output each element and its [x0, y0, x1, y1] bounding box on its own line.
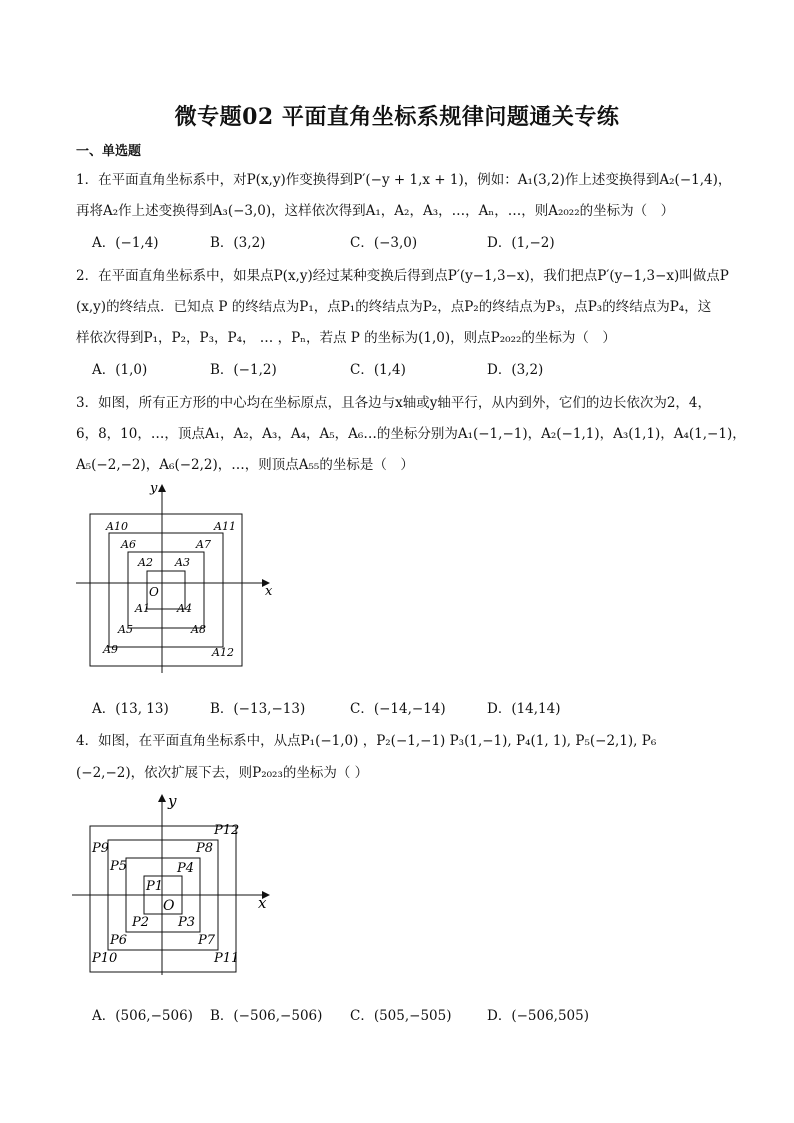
question-4-line-1: 4．如图，在平面直角坐标系中，从点P₁(−1,0) ，P₂(−1,−1) P₃(1,−1), P₄(1, 1), P₅(−2,1), P₆	[76, 733, 657, 749]
point-label: P5	[110, 859, 128, 874]
point-label: P9	[92, 841, 110, 856]
question-2-line-1: 2．在平面直角坐标系中，如果点P(x,y)经过某种变换后得到点P′(y−1,3−x)，我们把点P′(y−1,3−x)叫做点P	[76, 268, 729, 284]
point-label: P2	[132, 915, 150, 930]
question-4-line-2: (−2,−2)，依次扩展下去，则P₂₀₂₃的坐标为（ ）	[76, 765, 369, 781]
question-2-option-c[interactable]: C．(1,4)	[350, 362, 406, 378]
section-heading: 一、单选题	[76, 144, 142, 159]
point-label: P10	[92, 951, 118, 966]
question-2-line-2: (x,y)的终结点．已知点 P 的终结点为P₁，点P₁的终结点为P₂，点P₂的终结点为P₃，点P₃的终结点为P₄，这	[76, 299, 712, 315]
question-1-option-b[interactable]: B．(3,2)	[210, 235, 266, 251]
page-title: 微专题02 平面直角坐标系规律问题通关专练	[174, 104, 620, 130]
question-3-line-1: 3．如图，所有正方形的中心均在坐标原点，且各边与x轴或y轴平行，从内到外，它们的边长依次为2，4，	[76, 395, 712, 411]
x-axis-label: x	[265, 584, 273, 599]
question-3-figure	[76, 478, 286, 673]
question-1-line-2: 再将A₂作上述变换得到A₃(−3,0)，这样依次得到A₁，A₂，A₃，…，Aₙ，…，则A₂₀₂₂的坐标为（ ）	[76, 203, 675, 219]
question-1-line-1: 1．在平面直角坐标系中，对P(x,y)作变换得到P′(−y + 1,x + 1)，例如：A₁(3,2)作上述变换得到A₂(−1,4)，	[76, 172, 732, 188]
vertex-label: A12	[212, 646, 234, 659]
question-4-option-c[interactable]: C．(505,−505)	[350, 1008, 452, 1024]
point-label: P12	[214, 823, 240, 838]
question-3-line-3: A₅(−2,−2)，A₆(−2,2)，…，则顶点A₅₅的坐标是（ ）	[76, 457, 414, 473]
vertex-label: A8	[191, 623, 206, 636]
question-4-option-a[interactable]: A．(506,−506)	[92, 1008, 193, 1024]
vertex-label: A1	[135, 602, 150, 615]
question-1-option-a[interactable]: A．(−1,4)	[92, 235, 159, 251]
question-2-option-b[interactable]: B．(−1,2)	[210, 362, 277, 378]
y-axis-label: y	[168, 792, 177, 810]
y-axis-label: y	[150, 481, 158, 496]
point-label: P7	[198, 933, 216, 948]
vertex-label: A2	[138, 556, 153, 569]
vertex-label: A10	[106, 520, 128, 533]
question-2-line-3: 样依次得到P₁，P₂，P₃，P₄， … ，Pₙ，若点 P 的坐标为(1,0)，则点P₂₀₂₂的坐标为（ ）	[76, 330, 616, 346]
vertex-label: A7	[196, 538, 211, 551]
point-label: P1	[146, 879, 164, 894]
vertex-label: A4	[177, 602, 192, 615]
question-3-option-b[interactable]: B．(−13,−13)	[210, 701, 306, 717]
question-4-option-b[interactable]: B．(−506,−506)	[210, 1008, 323, 1024]
question-2-option-d[interactable]: D．(3,2)	[487, 362, 544, 378]
vertex-label: A9	[103, 643, 118, 656]
question-2-option-a[interactable]: A．(1,0)	[92, 362, 148, 378]
question-4-figure	[72, 790, 282, 975]
origin-label: O	[163, 898, 175, 914]
vertex-label: A11	[214, 520, 236, 533]
point-label: P8	[196, 841, 214, 856]
question-4-option-d[interactable]: D．(−506,505)	[487, 1008, 589, 1024]
question-3-option-c[interactable]: C．(−14,−14)	[350, 701, 446, 717]
x-axis-label: x	[258, 894, 267, 912]
point-label: P3	[178, 915, 196, 930]
question-3-option-d[interactable]: D．(14,14)	[487, 701, 561, 717]
point-label: P6	[110, 933, 128, 948]
point-label: P4	[177, 861, 195, 876]
question-3-option-a[interactable]: A．(13, 13)	[92, 701, 169, 717]
vertex-label: A3	[175, 556, 190, 569]
question-3-line-2: 6，8，10，…，顶点A₁，A₂，A₃，A₄，A₅，A₆…的坐标分别为A₁(−1,−1)，A₂(−1,1)，A₃(1,1)，A₄(1,−1)，	[76, 426, 746, 442]
point-label: P11	[214, 951, 240, 966]
question-1-option-d[interactable]: D．(1,−2)	[487, 235, 555, 251]
vertex-label: A5	[118, 623, 133, 636]
origin-label: O	[149, 585, 159, 599]
question-1-option-c[interactable]: C．(−3,0)	[350, 235, 418, 251]
vertex-label: A6	[121, 538, 136, 551]
